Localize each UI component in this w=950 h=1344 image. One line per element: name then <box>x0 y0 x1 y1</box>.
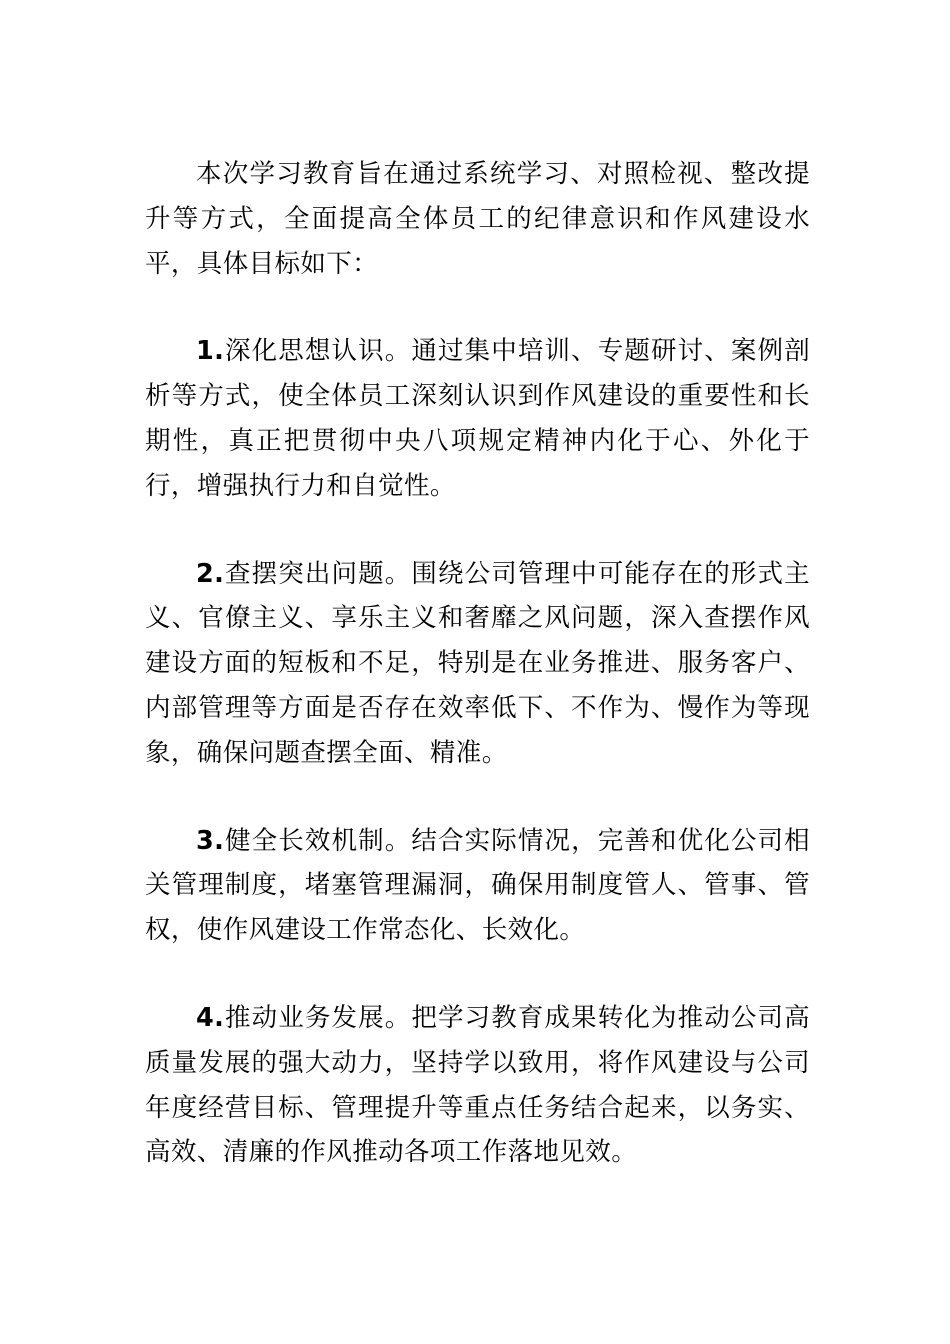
goal-text: 推动业务发展。把学习教育成果转化为推动公司高质量发展的强大动力，坚持学以致用，将作风建设与公司年度经营目标、管理提升等重点任务结合起来，以务实、高效、清廉的作风推动各项工作落地见效。 <box>145 1002 810 1168</box>
goal-number: 1. <box>196 336 225 367</box>
goal-number: 3. <box>196 825 225 856</box>
intro-paragraph: 本次学习教育旨在通过系统学习、对照检视、整改提升等方式，全面提高全体员工的纪律意识和作风建设水平，具体目标如下： <box>145 159 810 279</box>
goal-item-2 <box>145 552 810 776</box>
goal-item-1 <box>145 329 810 508</box>
goal-number: 2. <box>196 558 225 589</box>
goal-text: 深化思想认识。通过集中培训、专题研讨、案例剖析等方式，使全体员工深刻认识到作风建设的重要性和长期性，真正把贯彻中央八项规定精神内化于心、外化于行，增强执行力和自觉性。 <box>145 336 810 501</box>
document-page <box>145 152 810 1218</box>
goal-number: 4. <box>196 1002 225 1033</box>
goal-text: 查摆突出问题。围绕公司管理中可能存在的形式主义、官僚主义、享乐主义和奢靡之风问题，深入查摆作风建设方面的短板和不足，特别是在业务推进、服务客户、内部管理等方面是否存在效率低下、不作为、慢作为等现象，确保问题查摆全面、精准。 <box>145 558 810 768</box>
goal-item-3 <box>145 819 810 953</box>
goal-text: 健全长效机制。结合实际情况，完善和优化公司相关管理制度，堵塞管理漏洞，确保用制度管人、管事、管权，使作风建设工作常态化、长效化。 <box>145 825 810 946</box>
goal-item-4 <box>145 996 810 1175</box>
